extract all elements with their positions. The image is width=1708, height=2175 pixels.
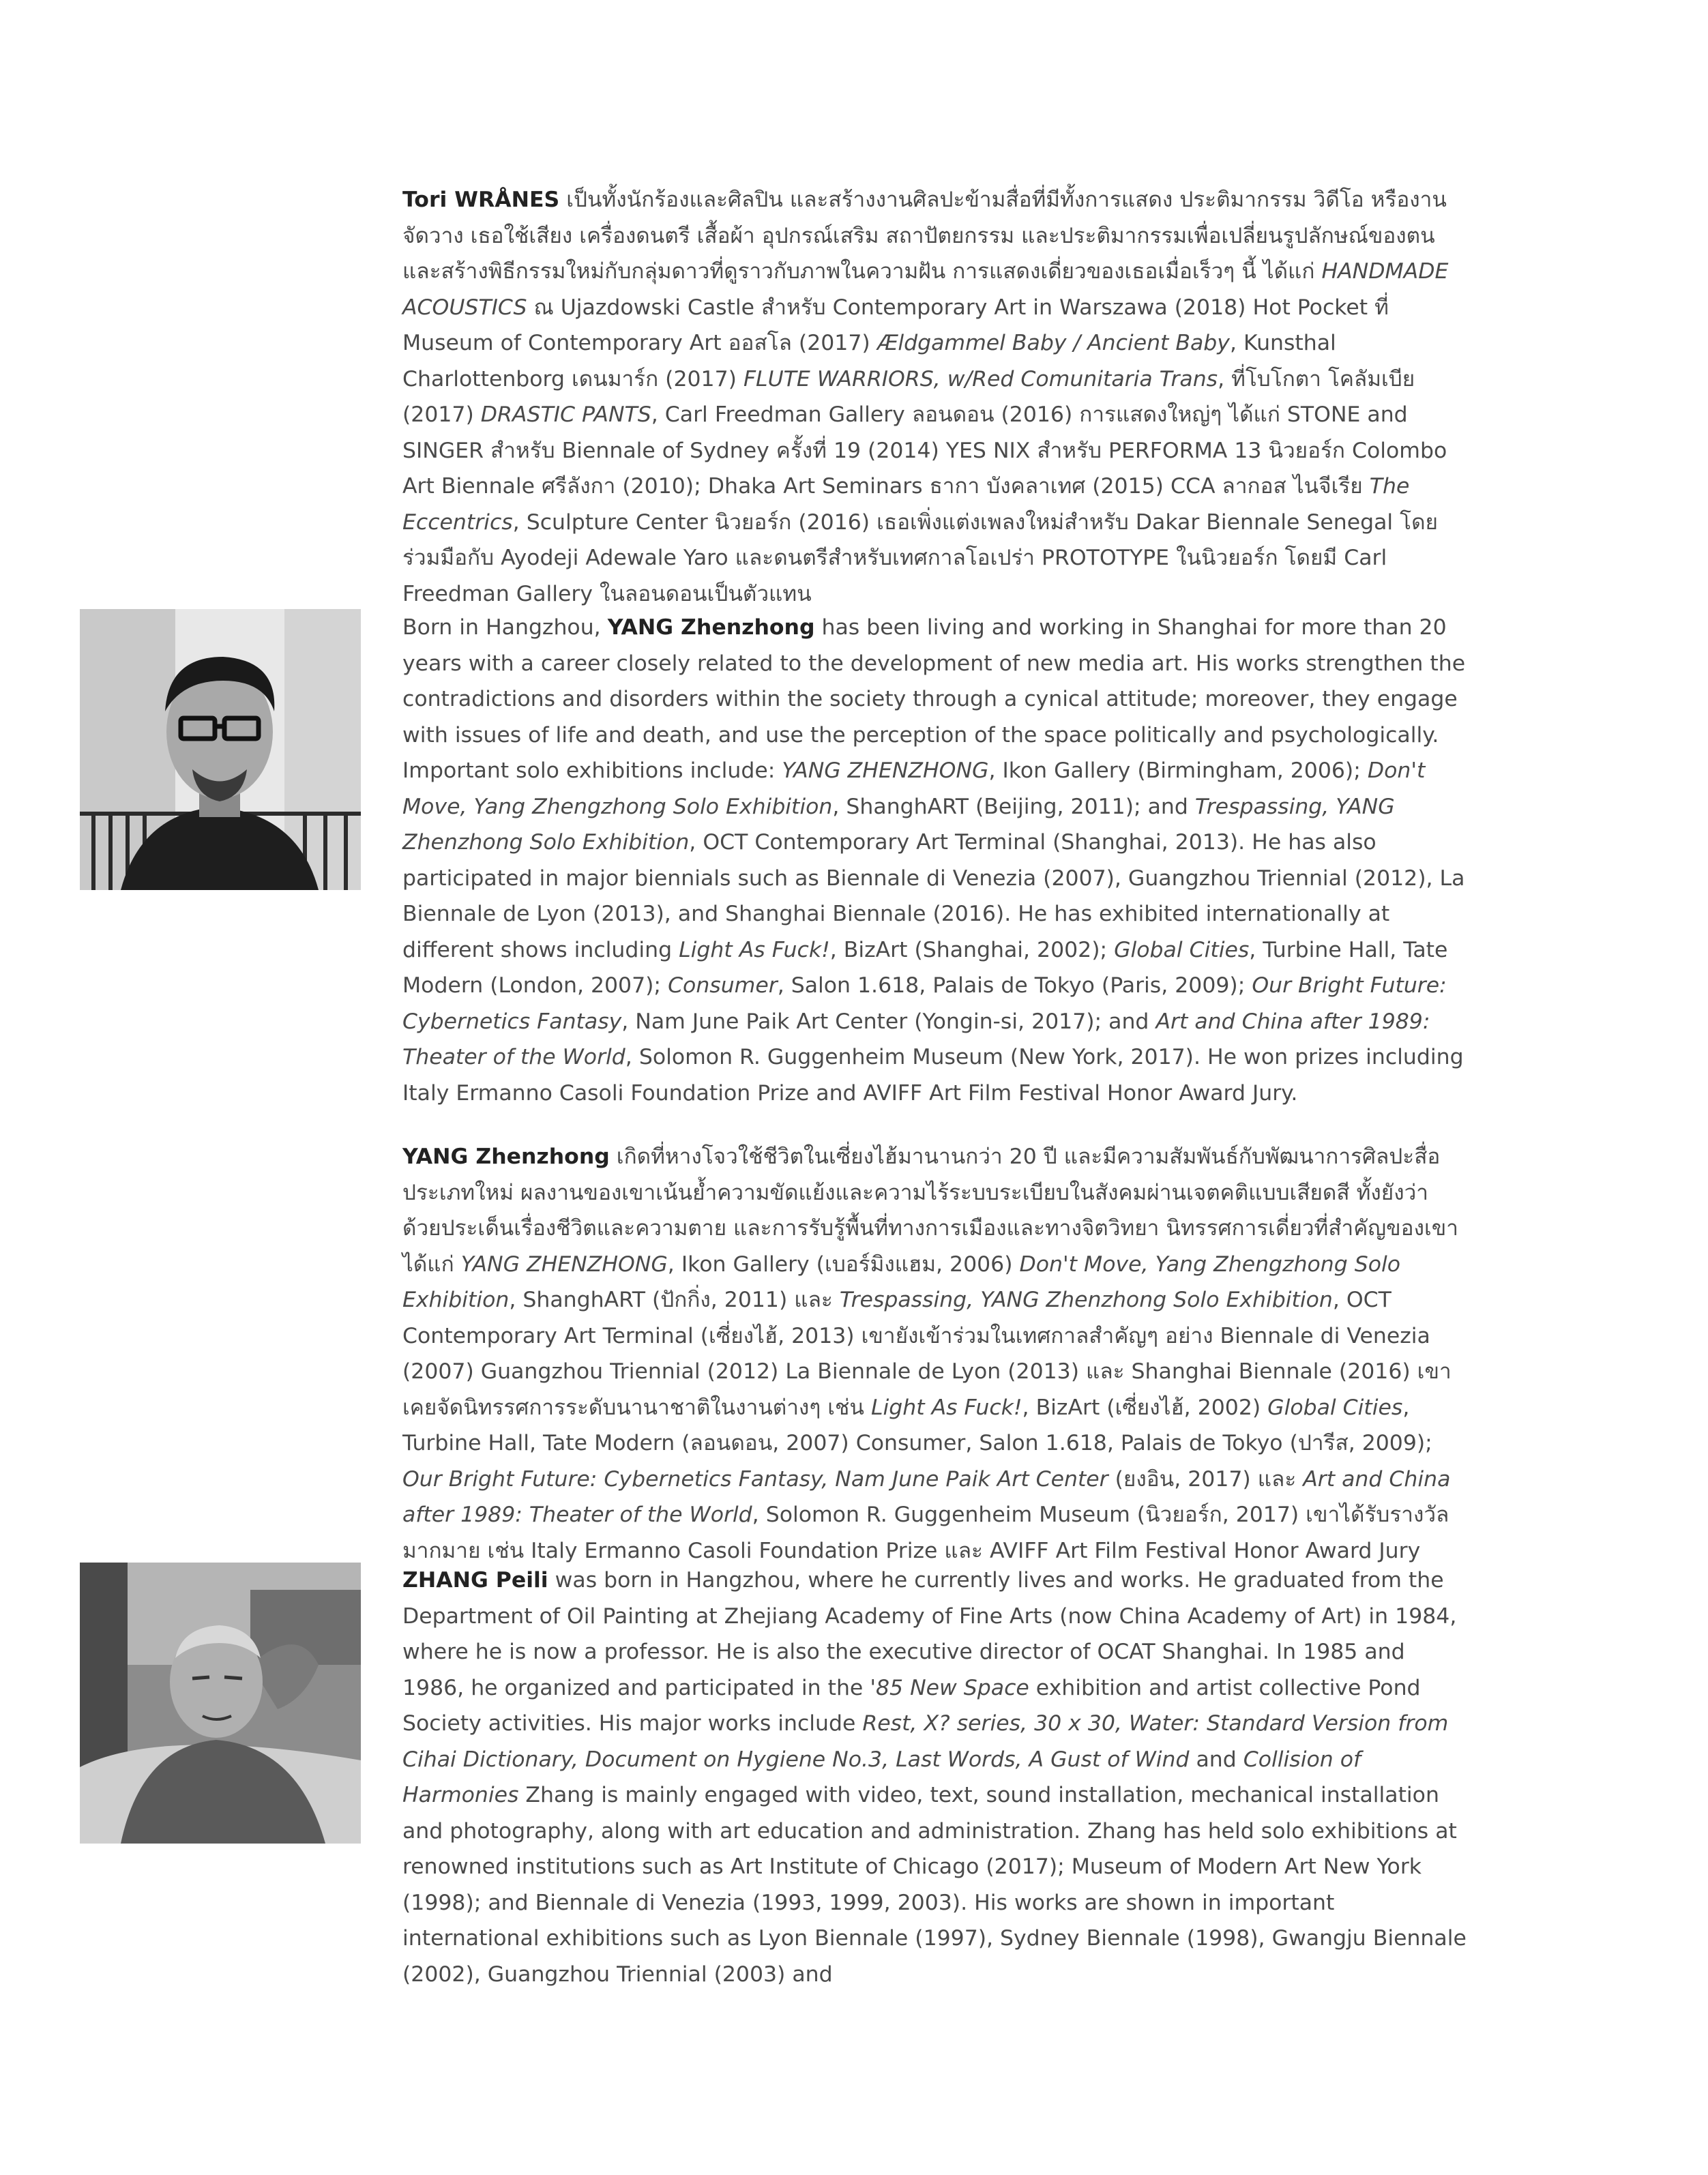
- bio-text: เป็นทั้งนักร้องและศิลปิน และสร้างงานศิลปะข้ามสื่อที่มีทั้งการแสดง ประติมากรรม วิดีโอ หรืองานจัดวาง เธอใช้เสียง เครื่องดนตรี เสื้อผ้า อุปกรณ์เสริม สถาปัตยกรรม และประติมากรรมเพื่อเปลี่ยนรูปลักษณ์ของตน และสร้างพิธีกรรมใหม่กับกลุ่มดาวที่ดูราวกับภาพในความฝัน การแสดงเดี่ยวของเธอเมื่อเร็วๆ นี้ ได้แก่: [402, 188, 1447, 284]
- bio-text: , Carl Freedman Gallery ลอนดอน (2016) การแสดงใหญ่ๆ ได้แก่ STONE and SINGER สำหรับ Biennale of Sydney ครั้งที่ 19 (2014) YES NIX สำหรับ PERFORMA 13 นิวยอร์ก Colombo Art Biennale ศรีลังกา (2010); Dhaka Art Seminars ธากา บังคลาเทศ (2015) CCA ลากอส ไนจีเรีย: [402, 402, 1447, 499]
- bio-text: , Sculpture Center นิวยอร์ก (2016) เธอเพิ่งแต่งเพลงใหม่สำหรับ Dakar Biennale Senegal โดยร่วมมือกับ Ayodeji Adewale Yaro และดนตรีสำหรับเทศกาลโอเปร่า PROTOTYPE ในนิวยอร์ก โดยมี Carl Freedman Gallery ในลอนดอนเป็นตัวแทน: [402, 509, 1439, 606]
- bio-text: exhibition and artist collective Pond Society activities. His major works include: [402, 1675, 1421, 1736]
- work-title: Light As Fuck!: [870, 1395, 1022, 1420]
- work-title: Ældgammel Baby / Ancient Baby: [877, 331, 1230, 355]
- bio-yang-zhenzhong-english: [402, 610, 1467, 1111]
- bio-text: , Kunsthal Charlottenborg เดนมาร์ก (2017): [402, 331, 1336, 391]
- work-title: HANDMADE ACOUSTICS: [402, 259, 1449, 320]
- bio-zhang-peili-english: [402, 1563, 1467, 1992]
- artist-name: YANG Zhenzhong: [402, 1144, 610, 1169]
- work-title: Trespassing, YANG Zhenzhong Solo Exhibition: [839, 1288, 1333, 1312]
- portrait-yang-zhenzhong-image: [80, 609, 361, 890]
- bio-text: and: [1189, 1747, 1243, 1772]
- bio-text: (ยงอิน, 2017) และ: [1108, 1466, 1304, 1492]
- work-title: Don't Move, Yang Zhengzhong Solo Exhibition: [402, 758, 1426, 819]
- work-title: Art and China after 1989: Theater of the World: [402, 1466, 1451, 1527]
- artist-name: YANG Zhenzhong: [607, 615, 815, 640]
- bio-yang-zhenzhong-thai: [402, 1139, 1467, 1569]
- work-title: '85 New Space: [870, 1675, 1029, 1700]
- work-title: DRASTIC PANTS: [480, 402, 651, 427]
- work-title: Trespassing, YANG Zhenzhong Solo Exhibition: [402, 794, 1395, 855]
- bio-text: , ที่โบโกตา โคลัมเบีย (2017): [402, 366, 1415, 427]
- artist-name: ZHANG Peili: [402, 1568, 548, 1593]
- bio-text: , Solomon R. Guggenheim Museum (New York, 2017). He won prizes including Italy Ermanno Casoli Foundation Prize and AVIFF Art Film Festival Honor Award Jury.: [402, 1045, 1464, 1106]
- work-title: YANG ZHENZHONG: [782, 758, 989, 783]
- bio-text: , ShanghART (Beijing, 2011); and: [832, 794, 1195, 819]
- bio-text: Zhang is mainly engaged with video, text, sound installation, mechanical installation and photography, along with art education and administration. Zhang has held solo exhibitions at renowned institutions such as Art Institute of Chicago (2017); Museum of Modern Art New York (1998); and Biennale di Venezia (1993, 1999, 2003). His works are shown in important international exhibitions such as Lyon Biennale (1997), Sydney Biennale (1998), Gwangju Biennale (2002), Guangzhou Triennial (2003) and: [402, 1783, 1467, 1987]
- bio-text: , Ikon Gallery (Birmingham, 2006);: [988, 758, 1368, 783]
- bio-text: Born in Hangzhou,: [402, 615, 608, 640]
- work-title: Rest, X? series, 30 x 30, Water: Standard Version from Cihai Dictionary, Document on Hygiene No.3, Last Words, A Gust of Wind: [402, 1711, 1449, 1772]
- work-title: FLUTE WARRIORS, w/Red Comunitaria Trans: [743, 366, 1218, 391]
- bio-text: , OCT Contemporary Art Terminal (เซี่ยงไฮ้, 2013) เขายังเข้าร่วมในเทศกาลสำคัญๆ อย่าง Biennale di Venezia (2007) Guangzhou Triennial (2012) La Biennale de Lyon (2013) และ Shanghai Biennale (2016) เขาเคยจัดนิทรรศการระดับนานาชาติในงานต่างๆ เช่น: [402, 1288, 1452, 1420]
- bio-text: , Solomon R. Guggenheim Museum (นิวยอร์ก, 2017) เขาได้รับรางวัลมากมาย เช่น Italy Ermanno Casoli Foundation Prize และ AVIFF Art Film Festival Honor Award Jury: [402, 1503, 1449, 1563]
- work-title: Global Cities: [1114, 937, 1250, 962]
- bio-text: , Salon 1.618, Palais de Tokyo (Paris, 2009);: [777, 973, 1252, 998]
- bio-text: , ShanghART (ปักกิ่ง, 2011) และ: [509, 1288, 840, 1312]
- bio-text: , Turbine Hall, Tate Modern (London, 2007);: [402, 937, 1448, 998]
- portrait-yang-zhenzhong: [80, 609, 361, 890]
- bio-text: was born in Hangzhou, where he currently lives and works. He graduated from the Department of Oil Painting at Zhejiang Academy of Fine Arts (now China Academy of Art) in 1984, where he is now a professor. He is also the executive director of OCAT Shanghai. In 1985 and 1986, he organized and participated in the: [402, 1568, 1457, 1700]
- work-title: Art and China after 1989: Theater of the World: [402, 1009, 1430, 1069]
- artist-name: Tori WRÅNES: [402, 188, 560, 212]
- work-title: Our Bright Future: Cybernetics Fantasy: [402, 973, 1447, 1034]
- work-title: YANG ZHENZHONG: [460, 1252, 668, 1277]
- bio-text: เกิดที่หางโจวใช้ชีวิตในเซี่ยงไฮ้มานานกว่า 20 ปี และมีความสัมพันธ์กับพัฒนาการศิลปะสื่อประเภทใหม่ ผลงานของเขาเน้นย้ำความขัดแย้งและความไร้ระบบระเบียบในสังคมผ่านเจตคติแบบเสียดสี ทั้งยังว่าด้วยประเด็นเรื่องชีวิตและความตาย และการรับรู้พื้นที่ทางการเมืองและทางจิตวิทยา นิทรรศการเดี่ยวที่สำคัญของเขา ได้แก่: [402, 1144, 1458, 1277]
- bio-text: has been living and working in Shanghai for more than 20 years with a career closely related to the development of new media art. His works strengthen the contradictions and disorders within the society through a cynical attitude; moreover, they engage with issues of life and death, and use the perception of the space politically and psychologically. Important solo exhibitions include:: [402, 615, 1466, 783]
- portrait-zhang-peili-image: [80, 1563, 361, 1844]
- work-title: Light As Fuck!: [679, 937, 830, 962]
- bio-text: , BizArt (เซี่ยงไฮ้, 2002): [1022, 1395, 1268, 1420]
- portrait-zhang-peili: [80, 1563, 361, 1844]
- work-title: Collision of Harmonies: [402, 1747, 1361, 1807]
- work-title: The Eccentrics: [402, 474, 1410, 535]
- bio-tori-wranes-thai: [402, 182, 1467, 612]
- bio-text: , OCT Contemporary Art Terminal (Shanghai, 2013). He has also participated in major biennials such as Biennale di Venezia (2007), Guangzhou Triennial (2012), La Biennale de Lyon (2013), and Shanghai Biennale (2016). He has exhibited internationally at different shows including: [402, 830, 1465, 962]
- work-title: Don't Move, Yang Zhengzhong Solo Exhibition: [402, 1252, 1401, 1312]
- bio-text: , Ikon Gallery (เบอร์มิงแฮม, 2006): [667, 1252, 1020, 1277]
- work-title: Global Cities: [1267, 1395, 1403, 1420]
- work-title: Consumer: [668, 973, 778, 998]
- bio-text: , Nam June Paik Art Center (Yongin-si, 2017); and: [621, 1009, 1156, 1034]
- work-title: Our Bright Future: Cybernetics Fantasy, Nam June Paik Art Center: [402, 1466, 1108, 1492]
- bio-text: , BizArt (Shanghai, 2002);: [829, 937, 1115, 962]
- bio-text: , Turbine Hall, Tate Modern (ลอนดอน, 2007) Consumer, Salon 1.618, Palais de Tokyo (ปารีส, 2009);: [402, 1395, 1432, 1455]
- bio-text: ณ Ujazdowski Castle สำหรับ Contemporary Art in Warszawa (2018) Hot Pocket ที่ Museum of Contemporary Art ออสโล (2017): [402, 295, 1389, 355]
